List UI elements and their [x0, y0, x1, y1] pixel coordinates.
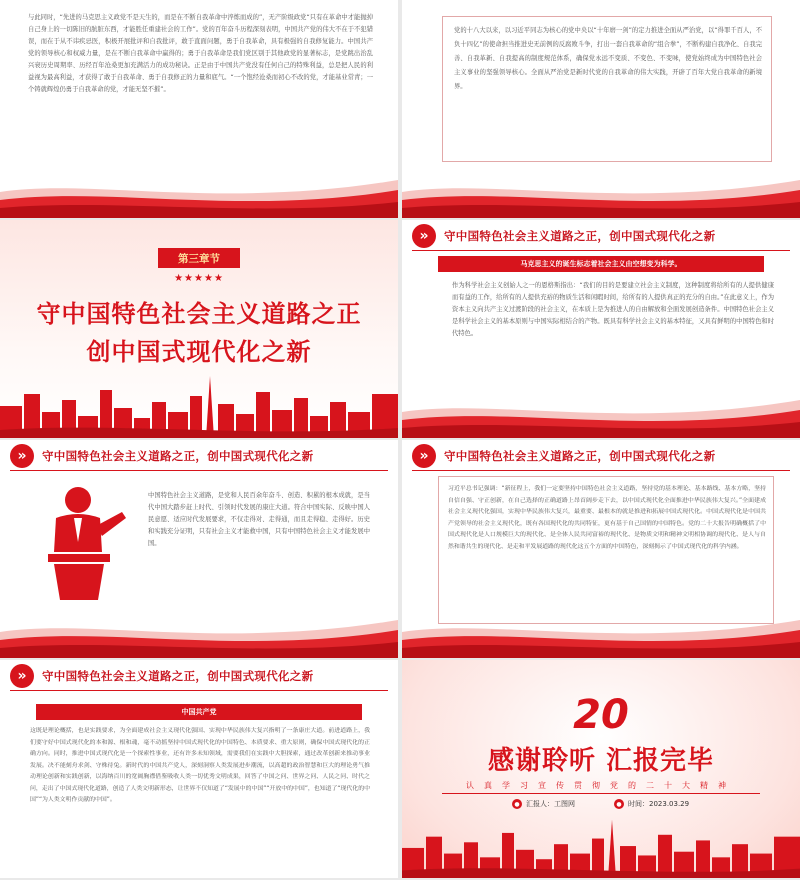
red-wave-decoration	[402, 170, 800, 218]
anniversary-number: 20	[573, 692, 629, 738]
chapter-title-line2: 创中国式现代化之新	[86, 338, 312, 366]
section-band: 马克思主义的诞生标志着社会主义由空想变为科学。	[438, 256, 764, 272]
date-info	[614, 799, 689, 809]
chevron-icon: »	[10, 444, 34, 468]
date-text: 时间：2023.03.29	[628, 800, 690, 808]
section-band: 中国共产党	[36, 704, 362, 720]
slide-2[interactable]	[402, 0, 800, 218]
slide-4[interactable]	[402, 220, 800, 438]
slide-1[interactable]	[0, 0, 398, 218]
city-skyline-icon	[402, 816, 800, 878]
divider	[10, 470, 388, 471]
slide-header	[402, 440, 800, 470]
speaker-podium-icon	[40, 482, 130, 602]
header-title: 守中国特色社会主义道路之正，创中国式现代化之新	[42, 669, 314, 683]
header-title: 守中国特色社会主义道路之正，创中国式现代化之新	[444, 449, 716, 463]
slide-7[interactable]	[0, 660, 398, 878]
slide-header	[402, 220, 800, 250]
motto: 认真学习宣传贯彻党的二十大精神	[466, 781, 736, 790]
slide-3-chapter-cover[interactable]	[0, 220, 398, 438]
user-icon: ●	[512, 799, 522, 809]
slide5-paragraph: 中国特色社会主义道路，是党和人民百余年奋斗、创造、积累的根本成就，是当代中国大踏步赶上时代、引领时代发展的康庄大道。符合中国实际、反映中国人民意愿、适应时代发展要求，不仅走得对、走得通，而且走得稳、走得好。历史和实践充分证明，只有社会主义才能救中国，只有中国特色社会主义才能发展中国。	[148, 492, 370, 547]
red-wave-decoration	[402, 610, 800, 658]
divider	[412, 250, 790, 251]
slide7-paragraph: 这既是理论概括，也是实践要求，为全面建成社会主义现代化强国、实现中华民族伟大复兴指明了一条康庄大道。前进道路上，我们要守好中国式现代化的本和源、根和魂，毫不动摇坚持中国式现代化的中国特色、本质要求、重大原则，确保中国式现代化的正确方向。同时，推进中国式现代化是一个探索性事业，还有许多未知领域，需要我们在实践中大胆探索，通过改革创新来推动事业发展。决不能刻舟求剑、守株待兔。新时代的中国共产党人，深刻洞察人类发展进步潮流，以高超的政治智慧和巨大的理论勇气推动理论创新和实践创新，以海纳百川的宽阔胸襟借鉴吸收人类一切优秀文明成果，回答了中国之问、世界之问、人民之问、时代之问，走出了中国式现代化道路，创造了人类文明新形态，让世界不仅知道了“发展中的中国”“开放中的中国”，也知道了“现代化的中国”“为人类文明作贡献的中国”。	[30, 728, 370, 803]
closing-title: 感谢聆听 汇报完毕	[487, 746, 715, 776]
red-wave-decoration	[0, 610, 398, 658]
slide6-paragraph: 习近平总书记强调：“新征程上，我们一定要坚持中国特色社会主义道路，坚持党的基本理论、基本路线、基本方略，坚持自信自强、守正创新，在自己选择的正确道路上昂首阔步走下去，以中国式现代化全面推进中华民族伟大复兴。”全面建成社会主义现代化强国，实现中华民族伟大复兴，最重要、最根本的就是推进和拓展中国式现代化。中国式现代化是中国共产党领导的社会主义现代化，既有各国现代化的共同特征，更有基于自己国情的中国特色。党的二十大报告明确概括了中国式现代化是人口规模巨大的现代化、是全体人民共同富裕的现代化、是物质文明和精神文明相协调的现代化、是人与自然和谐共生的现代化、是走和平发展道路的现代化这五个方面的中国特色，深刻揭示了中国式现代化的科学内涵。	[448, 486, 766, 550]
slide1-paragraph: 与此同时，“先进的马克思主义政党不是天生的，而是在不断自我革命中淬炼而成的”，无产阶级政党“只有在革命中才能抛掉自己身上的一切陈旧的肮脏东西，才能胜任重建社会的工作”。党的百年奋斗历程深刻表明，中国共产党的伟大不在于不犯错误，而在于从不讳疾忌医，积极开展批评和自我批评，敢于直面问题，勇于自我革命，具有极强的自我修复能力。中国共产党的领导核心和权威力量，是在不断自我革命中赢得的；勇于自我革命是我们党区别于其他政党的显著标志，是党跳出治乱兴衰历史周期率、历经百年沧桑更加充满活力的成功秘诀。正是由于中国共产党没有任何自己的特殊利益，总是把人民的利益视为最高利益，才获得了敢于自我革命、勇于自我修正的力量和底气。“一个饱经沧桑而初心不改的党，才能基业常青；一个铸就辉煌仍勇于自我革命的党，才能无坚不摧”。	[28, 14, 373, 93]
header-title: 守中国特色社会主义道路之正，创中国式现代化之新	[444, 229, 716, 243]
stars-row: ★★★★★	[174, 273, 224, 284]
red-wave-decoration	[402, 390, 800, 438]
slide-header	[0, 660, 398, 690]
chevron-icon: »	[412, 224, 436, 248]
reporter-info	[512, 799, 575, 809]
chevron-icon: »	[10, 664, 34, 688]
slide-5[interactable]	[0, 440, 398, 658]
red-wave-decoration	[0, 170, 398, 218]
reporter-text: 汇报人：工图网	[526, 800, 575, 808]
city-skyline-icon	[0, 372, 398, 438]
chapter-title-line1: 守中国特色社会主义道路之正	[36, 300, 362, 328]
header-title: 守中国特色社会主义道路之正，创中国式现代化之新	[42, 449, 314, 463]
slide2-paragraph: 党的十八大以来，以习近平同志为核心的党中央以“十年磨一剑”的定力推进全面从严治党，以“得罪千百人，不负十四亿”的使命担当推进史无前例的反腐败斗争，打出一套自我革命的“组合拳”，不断构建自我净化、自我完善、自我革新、自我提高的制度规范体系，确保党永远不变质、不变色、不变味，使党始终成为中国特色社会主义事业的坚强领导核心。全面从严治党是新时代党的自我革命的伟大实践，开辟了百年大党自我革命的新境界。	[454, 27, 762, 90]
chapter-badge: 第三章节	[158, 248, 240, 268]
clock-icon: ●	[614, 799, 624, 809]
chevron-icon: »	[412, 444, 436, 468]
slide-6[interactable]	[402, 440, 800, 658]
slide4-paragraph: 作为科学社会主义创始人之一的恩格斯指出：“我们的目的是要建立社会主义制度，这种制度将给所有的人提供健康而有益的工作，给所有的人提供充裕的物质生活和闲暇时间，给所有的人提供真正的充分的自由。”在此意义上，作为资本主义向共产主义过渡阶段的社会主义，在本质上是为推进人的自由解放和全面发展创造条件。中国特色社会主义是科学社会主义的基本原则与中国实际相结合的产物。既具有科学社会主义的基本特征，又具有鲜明的中国特色和时代特色。	[452, 282, 774, 337]
slide-8-closing[interactable]	[402, 660, 800, 878]
slide-header	[0, 440, 398, 470]
divider	[442, 793, 760, 794]
divider	[10, 690, 388, 691]
divider	[412, 470, 790, 471]
